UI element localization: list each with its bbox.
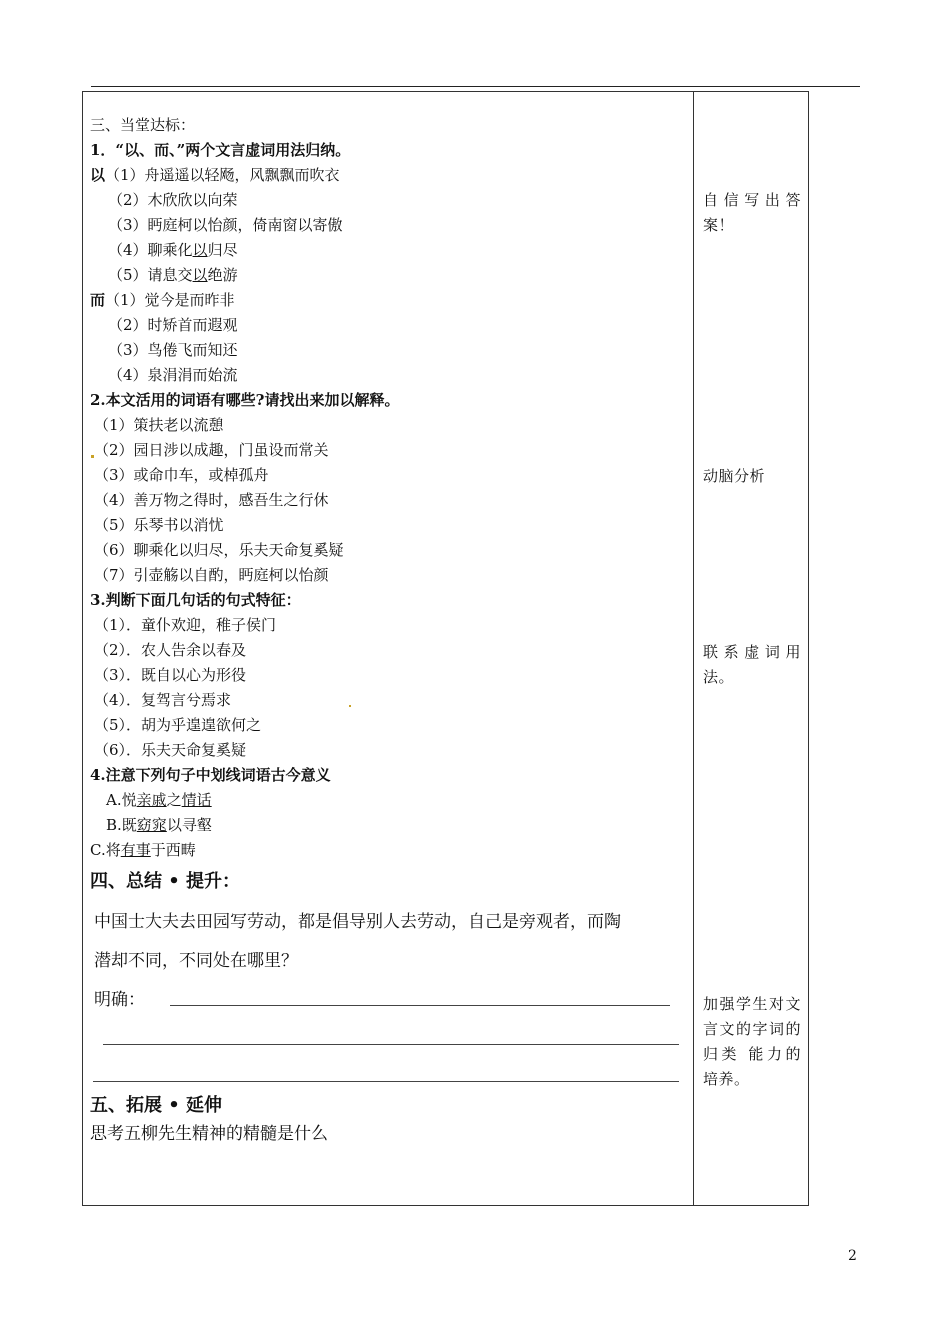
q2-item-7: （7）引壶觞以自酌，眄庭柯以怡颜 xyxy=(94,566,329,584)
section3-heading: 三、当堂达标： xyxy=(90,116,196,134)
stray-mark xyxy=(91,455,94,458)
yi-item-1: 以（1）舟遥遥以轻飏，风飘飘而吹衣 xyxy=(90,166,340,184)
q3-item-6: （6）．乐夫天命复奚疑 xyxy=(94,741,247,759)
side-note-1: 自信写出答案！ xyxy=(703,191,801,234)
q2-title: 2.本文活用的词语有哪些?请找出来加以解释。 xyxy=(90,391,400,409)
yi-label: 以 xyxy=(90,166,106,184)
page-number: 2 xyxy=(848,1248,857,1264)
answer-line-1[interactable] xyxy=(170,1005,670,1006)
q3-item-4: （4）．复驾言兮焉求 xyxy=(94,691,232,709)
side-note-3: 联系虚词用法。 xyxy=(703,643,801,686)
q3-title: 3.判断下面几句话的句式特征： xyxy=(90,591,301,609)
yi-item-3: （3）眄庭柯以怡颜，倚南窗以寄傲 xyxy=(108,216,343,234)
er-item-3: （3）鸟倦飞而知还 xyxy=(108,341,238,359)
side-note-4: 加强学生对文言文的字词的归类 能力的培养。 xyxy=(703,995,801,1088)
q2-item-2: （2）园日涉以成趣，门虽设而常关 xyxy=(94,441,329,459)
side-note-2: 动脑分析 xyxy=(703,467,766,485)
er-item-2: （2）时矫首而遐观 xyxy=(108,316,238,334)
q4-item-c: C.将有事于西畴 xyxy=(90,841,196,859)
stray-mark xyxy=(349,705,351,707)
q1-title: 1．“以、而、”两个文言虚词用法归纳。 xyxy=(90,141,351,159)
q3-item-3: （3）．既自以心为形役 xyxy=(94,666,247,684)
column-divider xyxy=(693,91,694,1206)
answer-label: 明确： xyxy=(94,990,145,1010)
q4-item-a: A.悦亲戚之情话 xyxy=(106,791,212,809)
header-rule xyxy=(91,86,860,87)
section4-heading: 四、总结 • 提升： xyxy=(90,871,241,892)
q4-item-b: B.既窈窕以寻壑 xyxy=(106,816,212,834)
q3-item-1: （1）．童仆欢迎，稚子侯门 xyxy=(94,616,277,634)
answer-line-2[interactable] xyxy=(103,1044,679,1045)
yi-item-5: （5）请息交以绝游 xyxy=(108,266,238,284)
section4-question-line1: 中国士大夫去田园写劳动，都是倡导别人去劳动，自己是旁观者，而陶 xyxy=(94,912,621,932)
yi-item-4: （4）聊乘化以归尽 xyxy=(108,241,238,259)
answer-line-3[interactable] xyxy=(93,1081,679,1082)
q3-item-2: （2）．农人告余以春及 xyxy=(94,641,247,659)
section4-question-line2: 潜却不同，不同处在哪里？ xyxy=(94,951,298,971)
er-item-4: （4）泉涓涓而始流 xyxy=(108,366,238,384)
er-item-1: 而（1）觉今是而昨非 xyxy=(90,291,235,309)
q4-title: 4.注意下列句子中划线词语古今意义 xyxy=(90,766,331,784)
section5-heading: 五、拓展 • 延伸 xyxy=(90,1095,223,1116)
q2-item-1: （1）策扶老以流憩 xyxy=(94,416,224,434)
q2-item-3: （3）或命巾车，或棹孤舟 xyxy=(94,466,269,484)
er-label: 而 xyxy=(90,291,106,309)
q2-item-5: （5）乐琴书以消忧 xyxy=(94,516,224,534)
section5-question: 思考五柳先生精神的精髓是什么 xyxy=(90,1124,328,1144)
q2-item-4: （4）善万物之得时，感吾生之行休 xyxy=(94,491,329,509)
yi-item-2: （2）木欣欣以向荣 xyxy=(108,191,238,209)
q2-item-6: （6）聊乘化以归尽，乐夫天命复奚疑 xyxy=(94,541,344,559)
q3-item-5: （5）．胡为乎遑遑欲何之 xyxy=(94,716,262,734)
